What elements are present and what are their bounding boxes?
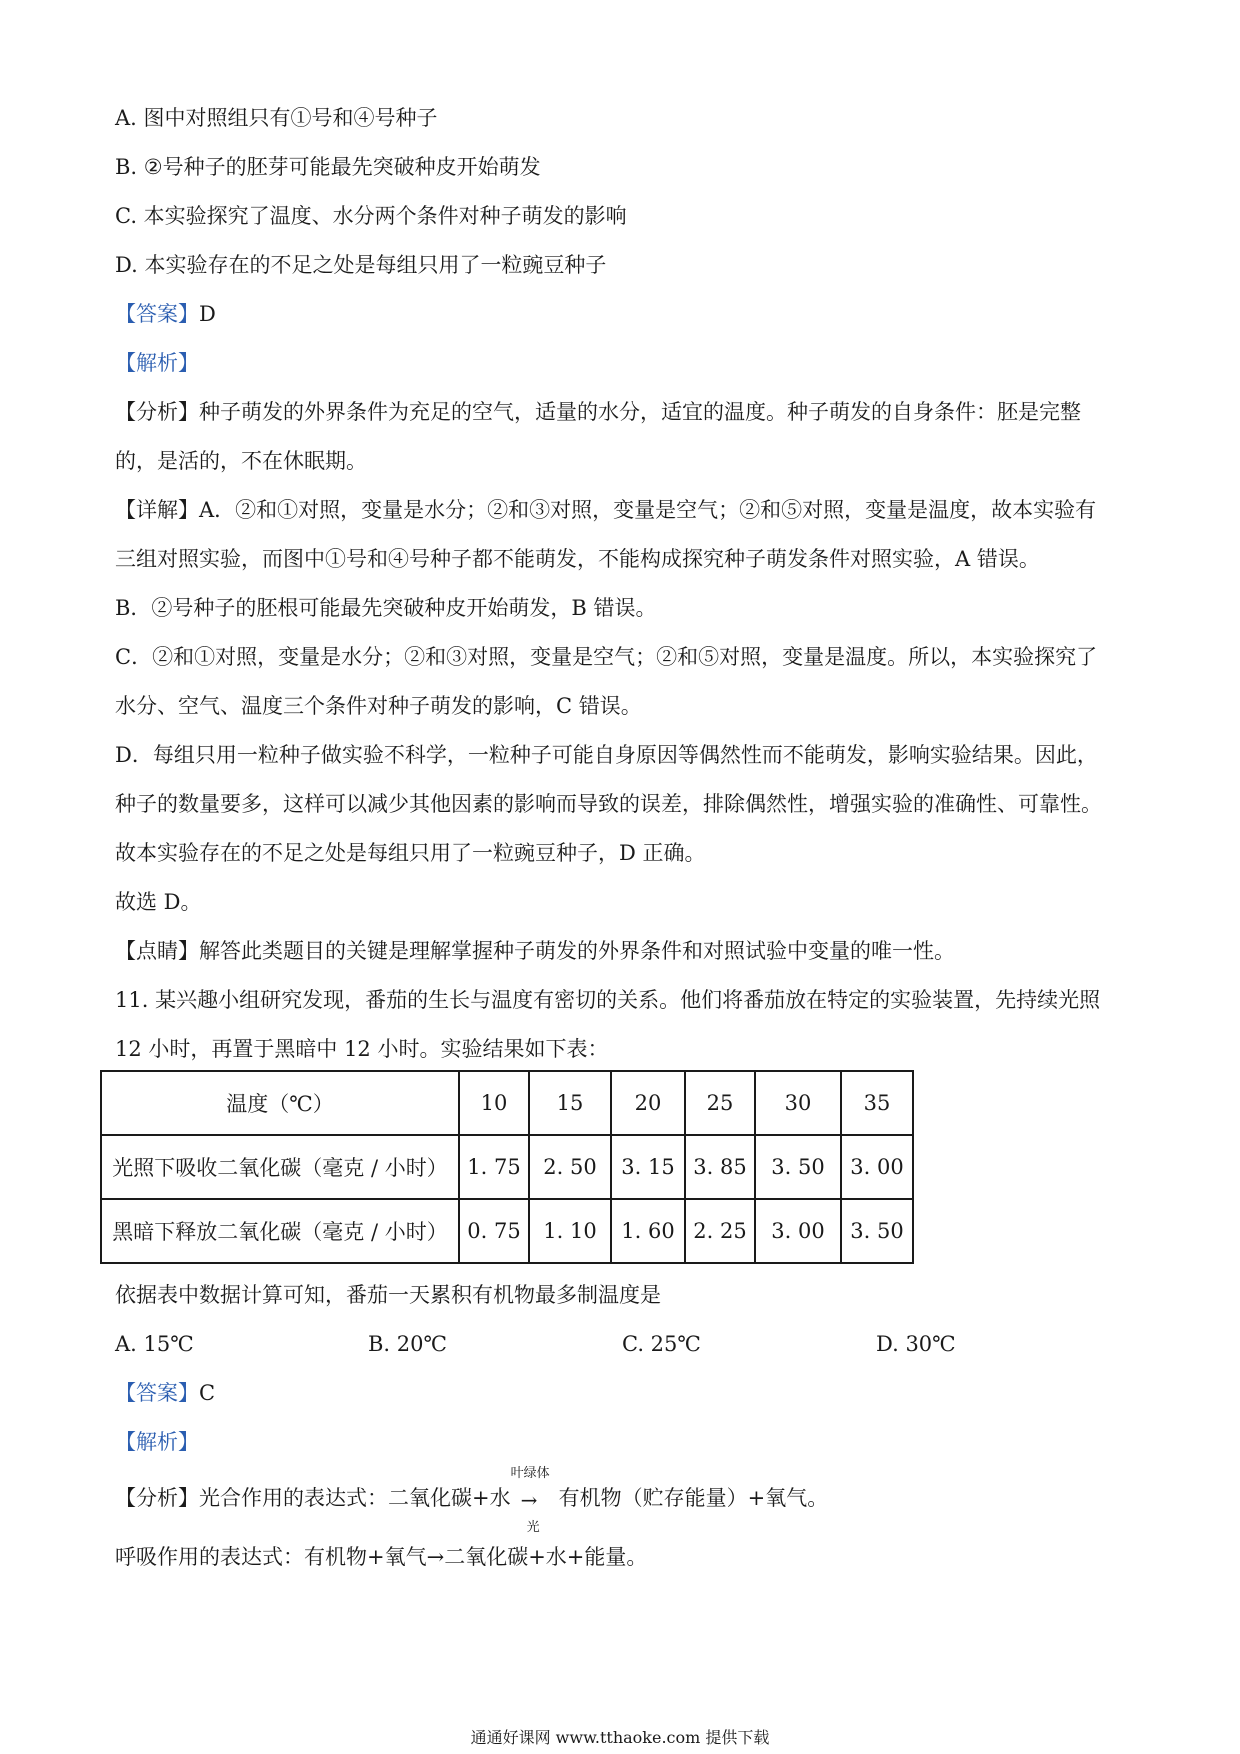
- table-cell: 10: [459, 1071, 529, 1135]
- table-cell: 2. 50: [529, 1135, 611, 1199]
- table-cell: 黑暗下释放二氧化碳（毫克 / 小时）: [101, 1199, 459, 1263]
- xiangjie-c-1: C．②和①对照，变量是水分；②和③对照，变量是空气；②和⑤对照，变量是温度。所以，本实验探究了: [115, 645, 1098, 669]
- q11-option-b: B. 20℃: [368, 1332, 447, 1356]
- arrow-condition-top: 叶绿体: [510, 1465, 550, 1481]
- q11-option-c: C. 25℃: [622, 1332, 701, 1356]
- q11-analysis-label: 【解析】: [115, 1430, 199, 1454]
- table-cell: 35: [841, 1071, 913, 1135]
- option-b: B. ②号种子的胚芽可能最先突破种皮开始萌发: [115, 155, 541, 179]
- table-cell: 0. 75: [459, 1199, 529, 1263]
- q11-question: 依据表中数据计算可知，番茄一天累积有机物最多制温度是: [115, 1283, 661, 1307]
- answer-label: 【答案】: [115, 302, 199, 326]
- answer-label: 【答案】: [115, 1381, 199, 1405]
- answer-value: C: [199, 1381, 216, 1405]
- photosynthesis-suffix: 有机物（贮存能量）+氧气。: [558, 1486, 829, 1510]
- table-cell: 3. 50: [755, 1135, 841, 1199]
- arrow-condition-bottom: 光: [526, 1519, 540, 1535]
- q11-option-a: A. 15℃: [115, 1332, 194, 1356]
- table-cell: 温度（℃）: [101, 1071, 459, 1135]
- table-cell: 光照下吸收二氧化碳（毫克 / 小时）: [101, 1135, 459, 1199]
- data-table: [100, 1070, 914, 1264]
- table-cell: 1. 60: [611, 1199, 685, 1263]
- answer-value: D: [199, 302, 216, 326]
- fenxi-line-1: 【分析】种子萌发的外界条件为充足的空气，适量的水分，适宜的温度。种子萌发的自身条件：胚是完整: [115, 400, 1081, 424]
- xiangjie-d-1: D．每组只用一粒种子做实验不科学，一粒种子可能自身原因等偶然性而不能萌发，影响实验结果。因此，: [115, 743, 1098, 767]
- q11-stem-2: 12 小时，再置于黑暗中 12 小时。实验结果如下表：: [115, 1037, 609, 1061]
- table-cell: 3. 50: [841, 1199, 913, 1263]
- option-c: C. 本实验探究了温度、水分两个条件对种子萌发的影响: [115, 204, 627, 228]
- table-cell: 25: [685, 1071, 755, 1135]
- table-cell: 3. 00: [755, 1199, 841, 1263]
- q11-answer-line: [115, 1379, 215, 1407]
- xiangjie-line-1: 【详解】A．②和①对照，变量是水分；②和③对照，变量是空气；②和⑤对照，变量是温度，故本实验有: [115, 498, 1097, 522]
- page-footer: 通通好课网 www.tthaoke.com 提供下载: [470, 1728, 770, 1747]
- option-d: D. 本实验存在的不足之处是每组只用了一粒豌豆种子: [115, 253, 607, 277]
- table-cell: 1. 10: [529, 1199, 611, 1263]
- table-row: [101, 1135, 913, 1199]
- table-cell: 20: [611, 1071, 685, 1135]
- table-cell: 2. 25: [685, 1199, 755, 1263]
- photosynthesis-line: [115, 1465, 829, 1535]
- xiangjie-b: B．②号种子的胚根可能最先突破种皮开始萌发，B 错误。: [115, 596, 657, 620]
- table-cell: 30: [755, 1071, 841, 1135]
- reaction-arrow: [510, 1465, 553, 1535]
- table-cell: 15: [529, 1071, 611, 1135]
- xiangjie-c-2: 水分、空气、温度三个条件对种子萌发的影响，C 错误。: [115, 694, 642, 718]
- xiangjie-d-3: 故本实验存在的不足之处是每组只用了一粒豌豆种子，D 正确。: [115, 841, 706, 865]
- fenxi-line-2: 的，是活的，不在休眠期。: [115, 449, 367, 473]
- analysis-label: 【解析】: [115, 351, 199, 375]
- table-cell: 1. 75: [459, 1135, 529, 1199]
- arrow-icon: →: [520, 1487, 538, 1512]
- q11-stem-1: 11. 某兴趣小组研究发现，番茄的生长与温度有密切的关系。他们将番茄放在特定的实验装置，先持续光照: [115, 988, 1101, 1012]
- option-a: A. 图中对照组只有①号和④号种子: [115, 106, 438, 130]
- table-row: [101, 1199, 913, 1263]
- table-cell: 3. 85: [685, 1135, 755, 1199]
- choose-line: 故选 D。: [115, 890, 202, 914]
- xiangjie-line-2: 三组对照实验，而图中①号和④号种子都不能萌发，不能构成探究种子萌发条件对照实验，A 错误。: [115, 547, 1040, 571]
- answer-line: [115, 300, 216, 328]
- respiration-line: 呼吸作用的表达式：有机物+氧气→二氧化碳+水+能量。: [115, 1545, 648, 1569]
- photosynthesis-prefix: 【分析】光合作用的表达式：二氧化碳+水: [115, 1486, 511, 1510]
- q11-option-d: D. 30℃: [876, 1332, 956, 1356]
- table-cell: 3. 00: [841, 1135, 913, 1199]
- table-cell: 3. 15: [611, 1135, 685, 1199]
- dianjing-line: 【点睛】解答此类题目的关键是理解掌握种子萌发的外界条件和对照试验中变量的唯一性。: [115, 939, 955, 963]
- table-header-row: [101, 1071, 913, 1135]
- xiangjie-d-2: 种子的数量要多，这样可以减少其他因素的影响而导致的误差，排除偶然性，增强实验的准确性、可靠性。: [115, 792, 1102, 816]
